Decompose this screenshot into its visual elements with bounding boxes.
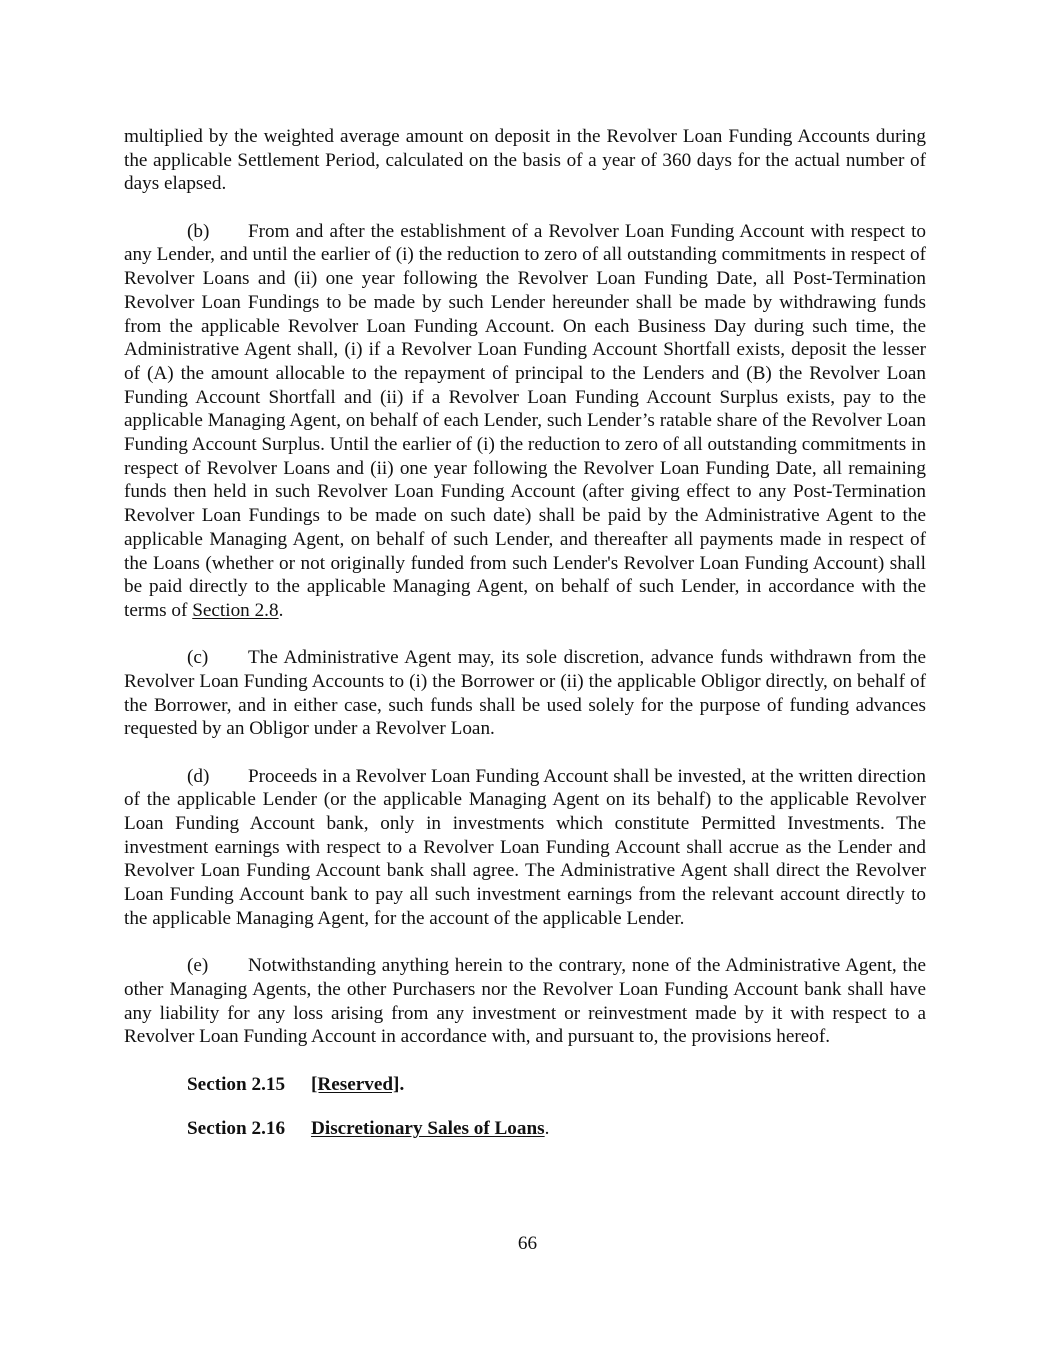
document-page <box>124 125 926 1162</box>
section-title-tail: . <box>399 1073 405 1095</box>
paragraph-text: Notwithstanding anything herein to the contrary, none of the Administrative Agent, the other Managing Agents, the other Purchasers nor the Revolver Loan Funding Account bank shall have any liability for any loss arising from any investment or reinvestment made by it with respect to a Revolver Loan Funding Account in accordance with, and pursuant to, the provisions hereof. <box>124 955 926 1048</box>
section-title: [Reserved] <box>311 1073 400 1095</box>
section-number: Section 2.16 <box>187 1118 286 1140</box>
paragraph-text: Proceeds in a Revolver Loan Funding Account shall be invested, at the written direction of the applicable Lender (or the applicable Managing Agent on its behalf) to the applicable Revolver Loan Funding Account bank, only in investments which constitute Permitted Investments. The investment earnings with respect to a Revolver Loan Funding Account shall accrue as the Lender and Revolver Loan Funding Account bank shall agree. The Administrative Agent shall direct the Revolver Loan Funding Account bank to pay all such investment earnings from the relevant account directly to the applicable Managing Agent, for the account of the applicable Lender. <box>124 765 926 929</box>
paragraph-e <box>124 954 926 1049</box>
section-number: Section 2.15 <box>187 1073 286 1095</box>
section-heading <box>187 1073 926 1097</box>
section-title: Discretionary Sales of Loans <box>311 1118 545 1140</box>
page-number: 66 <box>517 1233 538 1254</box>
paragraph-d <box>124 765 926 931</box>
paragraph-c <box>124 646 926 741</box>
section-heading <box>187 1117 926 1141</box>
section-reference-link[interactable]: Section 2.8 <box>192 599 279 621</box>
paragraph-text: The Administrative Agent may, its sole discretion, advance funds withdrawn from the Revolver Loan Funding Accounts to (i) the Borrower or (ii) the applicable Obligor directly, on behalf of the Borrower, and in either case, such funds shall be used solely for the purpose of funding advances requested by an Obligor under a Revolver Loan. <box>124 647 926 740</box>
paragraph-label: (e) <box>187 955 209 977</box>
section-title-tail: . <box>544 1118 550 1140</box>
paragraph-text: From and after the establishment of a Revolver Loan Funding Account with respect to any Lender, and until the earlier of (i) the reduction to zero of all outstanding commitments in respect of Revolver Loans and (ii) one year following the Revolver Loan Funding Date, all Post-Termination Revolver Loan Fundings to be made by such Lender hereunder shall be made by withdrawing funds from the applicable Revolver Loan Funding Account. On each Business Day during such time, the Administrative Agent shall, (i) if a Revolver Loan Funding Account Shortfall exists, deposit the lesser of (A) the amount allocable to the repayment of principal to the Lenders and (B) the Revolver Loan Funding Account Shortfall and (ii) if a Revolver Loan Funding Account Surplus exists, pay to the applicable Managing Agent, on behalf of each Lender, such Lender’s ratable share of the Revolver Loan Funding Account Surplus. Until the earlier of (i) the reduction to zero of all outstanding commitments in respect of Revolver Loans and (ii) one year following the Revolver Loan Funding Date, all remaining funds then held in such Revolver Loan Funding Account (after giving effect to any Post-Termination Revolver Loan Fundings to be made on such date) shall be paid by the Administrative Agent to the applicable Managing Agent, on behalf of such Lender, and thereafter all payments made in respect of the Loans (whether or not originally funded from such Lender's Revolver Loan Funding Account) shall be paid directly to the applicable Managing Agent, on behalf of such Lender, in accordance with the terms of <box>124 220 926 621</box>
paragraph-tail: . <box>278 599 284 621</box>
paragraph-label: (d) <box>187 765 210 787</box>
paragraph-continuation: multiplied by the weighted average amount on deposit in the Revolver Loan Funding Accounts during the applicable Settlement Period, calculated on the basis of a year of 360 days for the actual number of days elapsed. <box>124 126 926 195</box>
paragraph-b <box>124 220 926 623</box>
paragraph-label: (c) <box>187 647 209 669</box>
paragraph-label: (b) <box>187 220 210 242</box>
